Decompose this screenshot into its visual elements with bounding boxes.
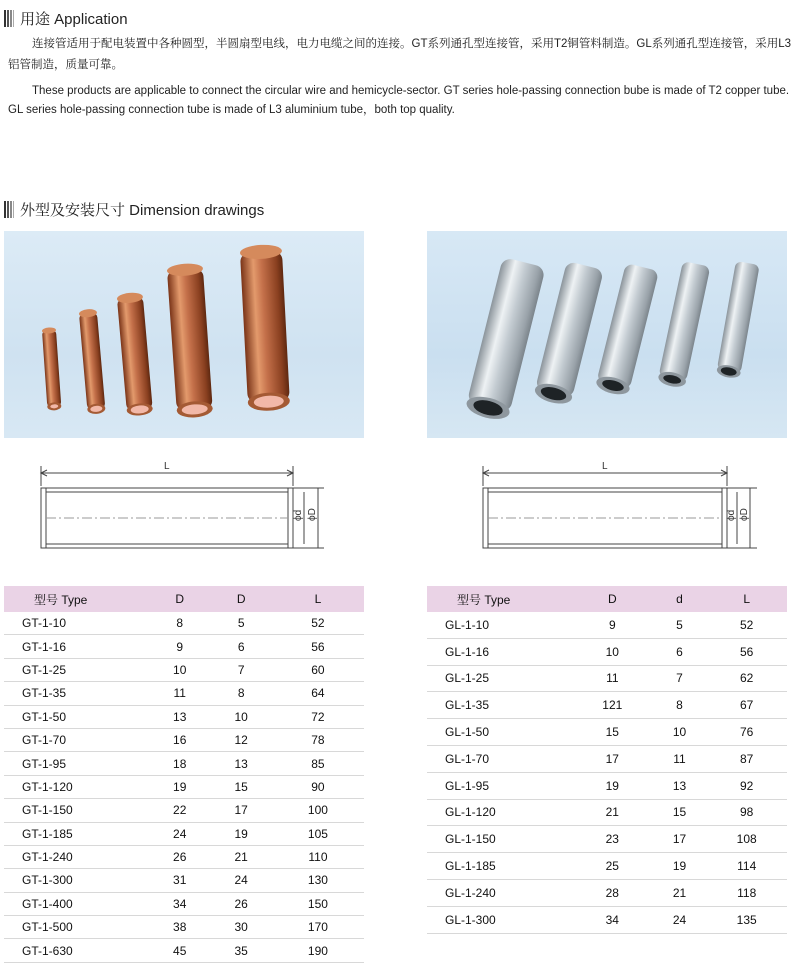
application-text-cn: 连接管适用于配电装置中各种圆型，半圆扇型电线，电力电缆之间的连接。GT系列通孔型连接管，采用T2铜管料制造。GL系列通孔型连接管，采用L3铝管制造，质量可靠。 — [8, 38, 792, 71]
type-cell: GT-1-95 — [4, 752, 149, 775]
type-cell: GT-1-50 — [4, 705, 149, 728]
dimension-heading — [4, 199, 264, 220]
inner-diameter-cell: 24 — [653, 906, 707, 933]
length-cell: 52 — [272, 612, 364, 635]
outer-diameter-cell: 18 — [149, 752, 210, 775]
column-header-type: 型号 Type — [427, 586, 572, 612]
inner-diameter-cell: 8 — [210, 682, 271, 705]
outer-diameter-cell: 24 — [149, 822, 210, 845]
dimension-drawing-left — [4, 455, 364, 555]
table-row — [427, 826, 787, 853]
length-cell: 56 — [706, 638, 787, 665]
copper-tube-5 — [240, 244, 291, 412]
inner-diameter-cell: 35 — [210, 939, 271, 962]
inner-diameter-cell: 30 — [210, 916, 271, 939]
copper-tube-1 — [42, 327, 62, 411]
table-row — [4, 752, 364, 775]
aluminium-tube-5 — [716, 261, 760, 379]
outer-diameter-cell: 10 — [572, 638, 653, 665]
length-cell: 98 — [706, 799, 787, 826]
length-cell: 60 — [272, 658, 364, 681]
inner-diameter-cell: 26 — [210, 892, 271, 915]
length-cell: 118 — [706, 879, 787, 906]
outer-diameter-cell: 31 — [149, 869, 210, 892]
column-header-type: 型号 Type — [4, 586, 149, 612]
outer-diameter-cell: 23 — [572, 826, 653, 853]
inner-diameter-cell: 17 — [653, 826, 707, 853]
outer-diameter-cell: 16 — [149, 728, 210, 751]
table-row — [427, 799, 787, 826]
inner-diameter-cell: 8 — [653, 692, 707, 719]
table-row — [427, 665, 787, 692]
type-cell: GT-1-25 — [4, 658, 149, 681]
outer-diameter-cell: 15 — [572, 719, 653, 746]
outer-diameter-label: ϕD — [307, 508, 318, 521]
outer-diameter-cell: 21 — [572, 799, 653, 826]
table-row — [427, 638, 787, 665]
copper-tube-4 — [167, 263, 214, 419]
table-row — [4, 822, 364, 845]
table-row — [4, 705, 364, 728]
inner-diameter-cell: 12 — [210, 728, 271, 751]
length-cell: 105 — [272, 822, 364, 845]
table-row — [4, 869, 364, 892]
table-row — [427, 772, 787, 799]
length-cell: 110 — [272, 845, 364, 868]
type-cell: GT-1-500 — [4, 916, 149, 939]
copper-tube-2 — [79, 308, 106, 414]
type-cell: GT-1-300 — [4, 869, 149, 892]
length-label: L — [164, 461, 170, 472]
length-cell: 92 — [706, 772, 787, 799]
length-cell: 78 — [272, 728, 364, 751]
type-cell: GL-1-25 — [427, 665, 572, 692]
length-cell: 135 — [706, 906, 787, 933]
table-row — [427, 906, 787, 933]
type-cell: GT-1-400 — [4, 892, 149, 915]
inner-diameter-cell: 5 — [210, 612, 271, 635]
length-cell: 87 — [706, 745, 787, 772]
inner-diameter-cell: 6 — [210, 635, 271, 658]
application-heading — [4, 8, 128, 29]
table-row — [4, 635, 364, 658]
outer-diameter-cell: 8 — [149, 612, 210, 635]
outer-diameter-cell: 26 — [149, 845, 210, 868]
outer-diameter-cell: 10 — [149, 658, 210, 681]
length-cell: 190 — [272, 939, 364, 962]
copper-tube-3 — [117, 292, 154, 417]
table-header-row — [427, 586, 787, 612]
section-bar-icon — [4, 10, 14, 27]
application-title: 用途 Application — [20, 11, 128, 28]
aluminium-tube-3 — [595, 263, 659, 397]
length-cell: 52 — [706, 612, 787, 638]
table-row — [4, 728, 364, 751]
gt-spec-table — [4, 586, 364, 963]
inner-diameter-cell: 5 — [653, 612, 707, 638]
outer-diameter-cell: 28 — [572, 879, 653, 906]
outer-diameter-cell: 34 — [149, 892, 210, 915]
column-header-outer-diameter: D — [149, 586, 210, 612]
aluminium-tube-1 — [464, 257, 545, 423]
table-row — [4, 799, 364, 822]
inner-diameter-cell: 13 — [653, 772, 707, 799]
type-cell: GL-1-35 — [427, 692, 572, 719]
inner-diameter-cell: 10 — [653, 719, 707, 746]
outer-diameter-cell: 11 — [149, 682, 210, 705]
table-row — [427, 853, 787, 880]
type-cell: GT-1-185 — [4, 822, 149, 845]
table-row — [4, 682, 364, 705]
length-cell: 72 — [272, 705, 364, 728]
table-row — [4, 892, 364, 915]
type-cell: GL-1-50 — [427, 719, 572, 746]
column-header-inner-diameter: d — [653, 586, 707, 612]
dimension-drawing-right — [427, 455, 787, 555]
type-cell: GT-1-120 — [4, 775, 149, 798]
type-cell: GL-1-300 — [427, 906, 572, 933]
length-cell: 108 — [706, 826, 787, 853]
inner-diameter-label: ϕd — [293, 509, 304, 521]
table-row — [427, 612, 787, 638]
outer-diameter-cell: 121 — [572, 692, 653, 719]
table-row — [427, 719, 787, 746]
inner-diameter-cell: 7 — [210, 658, 271, 681]
inner-diameter-cell: 21 — [210, 845, 271, 868]
inner-diameter-cell: 24 — [210, 869, 271, 892]
type-cell: GL-1-16 — [427, 638, 572, 665]
type-cell: GT-1-630 — [4, 939, 149, 962]
column-header-outer-diameter: D — [572, 586, 653, 612]
table-row — [4, 775, 364, 798]
type-cell: GT-1-16 — [4, 635, 149, 658]
inner-diameter-cell: 19 — [210, 822, 271, 845]
inner-diameter-cell: 15 — [653, 799, 707, 826]
outer-diameter-cell: 25 — [572, 853, 653, 880]
outer-diameter-cell: 38 — [149, 916, 210, 939]
aluminium-tube-4 — [657, 261, 710, 389]
outer-diameter-cell: 34 — [572, 906, 653, 933]
copper-tubes-photo — [4, 231, 364, 438]
length-cell: 130 — [272, 869, 364, 892]
outer-diameter-label: ϕD — [739, 508, 750, 521]
type-cell: GL-1-10 — [427, 612, 572, 638]
length-cell: 170 — [272, 916, 364, 939]
length-cell: 56 — [272, 635, 364, 658]
table-header-row — [4, 586, 364, 612]
length-cell: 67 — [706, 692, 787, 719]
length-cell: 85 — [272, 752, 364, 775]
type-cell: GT-1-35 — [4, 682, 149, 705]
inner-diameter-cell: 7 — [653, 665, 707, 692]
inner-diameter-cell: 15 — [210, 775, 271, 798]
column-header-inner-diameter: D — [210, 586, 271, 612]
table-row — [4, 939, 364, 962]
section-bar-icon — [4, 201, 14, 218]
length-label: L — [602, 461, 608, 472]
inner-diameter-cell: 6 — [653, 638, 707, 665]
aluminium-tube-2 — [533, 261, 604, 407]
aluminium-tubes-photo — [427, 231, 787, 438]
type-cell: GT-1-70 — [4, 728, 149, 751]
type-cell: GL-1-95 — [427, 772, 572, 799]
application-text-en: These products are applicable to connect the circular wire and hemicycle-sector. GT series hole-passing connection bube is made of T2 copper tube. GL series hole-passing connection tube is made of L3 aluminium tube，both top quality. — [8, 85, 790, 116]
outer-diameter-cell: 9 — [149, 635, 210, 658]
outer-diameter-cell: 11 — [572, 665, 653, 692]
type-cell: GT-1-150 — [4, 799, 149, 822]
length-cell: 64 — [272, 682, 364, 705]
outer-diameter-cell: 45 — [149, 939, 210, 962]
inner-diameter-cell: 13 — [210, 752, 271, 775]
length-cell: 76 — [706, 719, 787, 746]
length-cell: 114 — [706, 853, 787, 880]
type-cell: GL-1-120 — [427, 799, 572, 826]
length-cell: 90 — [272, 775, 364, 798]
outer-diameter-cell: 9 — [572, 612, 653, 638]
table-row — [4, 612, 364, 635]
table-row — [4, 916, 364, 939]
inner-diameter-cell: 21 — [653, 879, 707, 906]
length-cell: 150 — [272, 892, 364, 915]
type-cell: GL-1-150 — [427, 826, 572, 853]
length-cell: 100 — [272, 799, 364, 822]
table-row — [427, 692, 787, 719]
dimension-title: 外型及安装尺寸 Dimension drawings — [20, 202, 265, 219]
outer-diameter-cell: 19 — [149, 775, 210, 798]
table-row — [427, 879, 787, 906]
inner-diameter-label: ϕd — [726, 509, 737, 521]
table-row — [427, 745, 787, 772]
type-cell: GL-1-240 — [427, 879, 572, 906]
outer-diameter-cell: 19 — [572, 772, 653, 799]
inner-diameter-cell: 19 — [653, 853, 707, 880]
gl-spec-table — [427, 586, 787, 934]
inner-diameter-cell: 17 — [210, 799, 271, 822]
type-cell: GL-1-70 — [427, 745, 572, 772]
inner-diameter-cell: 11 — [653, 745, 707, 772]
table-row — [4, 845, 364, 868]
table-row — [4, 658, 364, 681]
column-header-length: L — [706, 586, 787, 612]
outer-diameter-cell: 13 — [149, 705, 210, 728]
type-cell: GL-1-185 — [427, 853, 572, 880]
outer-diameter-cell: 22 — [149, 799, 210, 822]
outer-diameter-cell: 17 — [572, 745, 653, 772]
length-cell: 62 — [706, 665, 787, 692]
type-cell: GT-1-10 — [4, 612, 149, 635]
column-header-length: L — [272, 586, 364, 612]
type-cell: GT-1-240 — [4, 845, 149, 868]
inner-diameter-cell: 10 — [210, 705, 271, 728]
